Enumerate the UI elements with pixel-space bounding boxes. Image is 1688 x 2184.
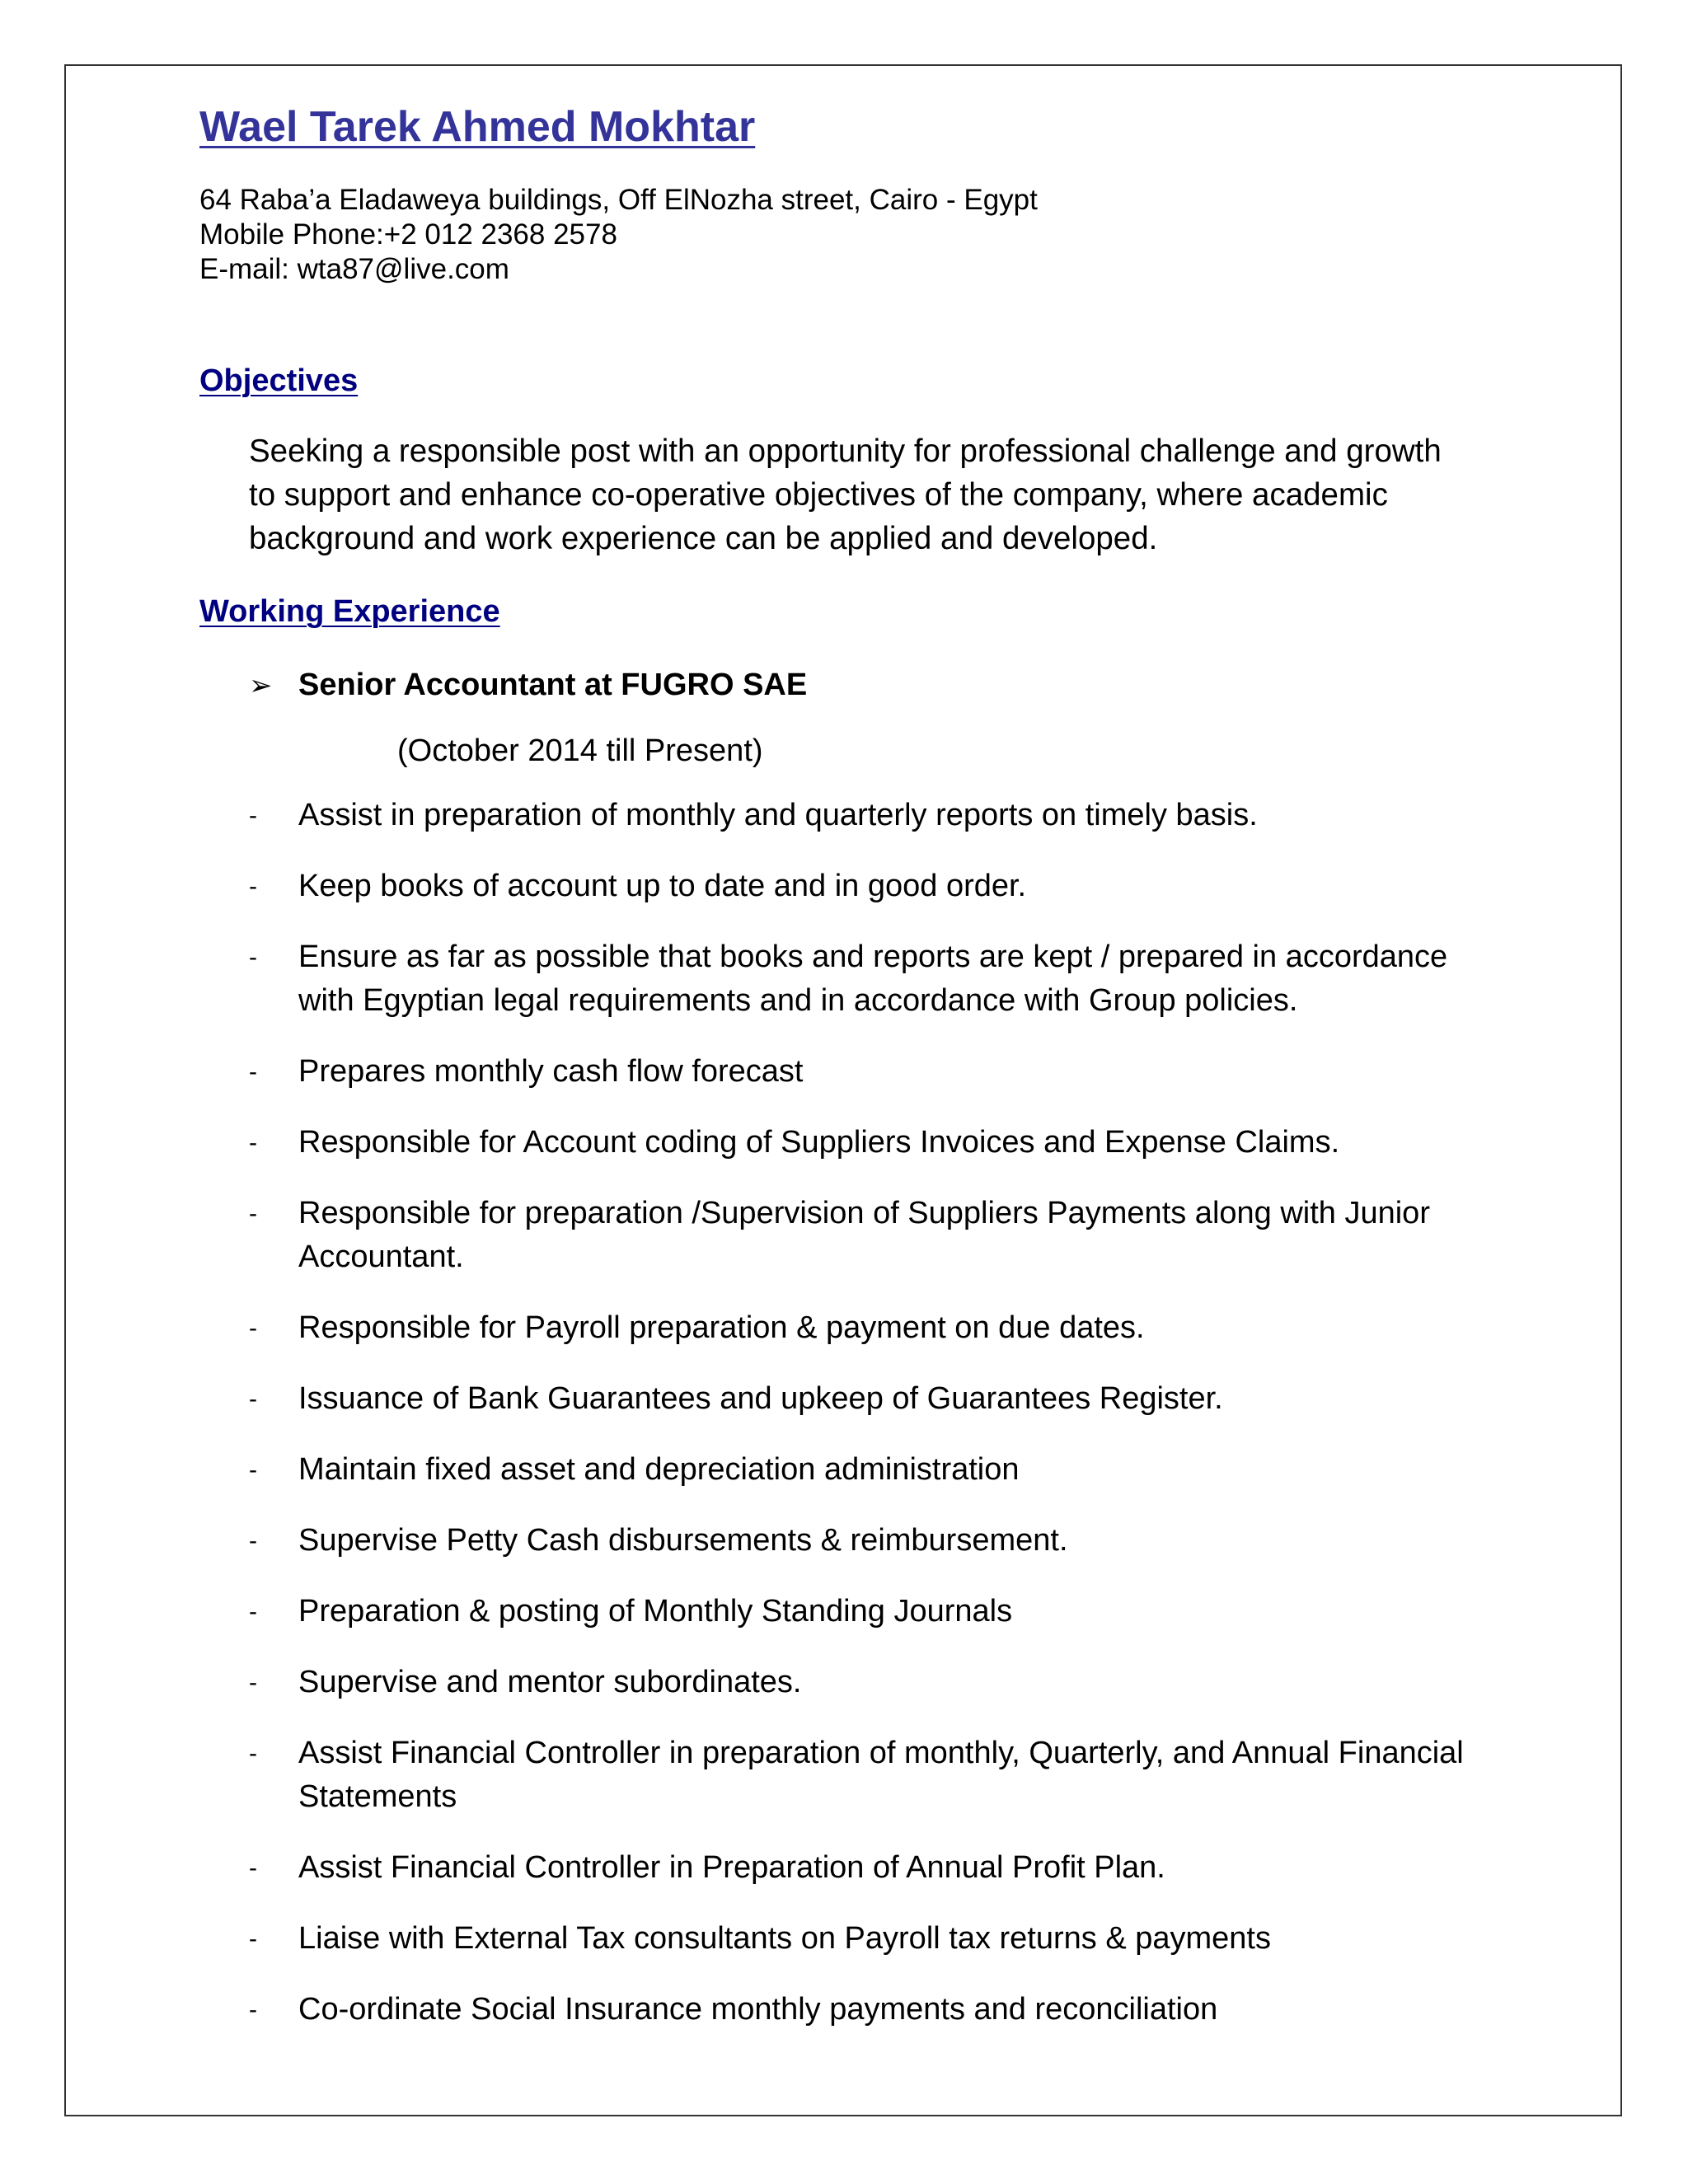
dash-bullet-icon: -	[249, 1527, 257, 1554]
duty-item	[249, 1121, 1469, 1165]
duty-text: Preparation & posting of Monthly Standing Journals	[298, 1594, 1013, 1629]
arrow-bullet-icon: ➢	[249, 670, 273, 701]
duty-text: Responsible for Account coding of Suppliers Invoices and Expense Claims.	[298, 1125, 1340, 1160]
dash-bullet-icon: -	[249, 873, 257, 900]
duty-item	[249, 1590, 1469, 1633]
duty-item	[249, 1917, 1469, 1961]
dash-bullet-icon: -	[249, 1315, 257, 1342]
duty-text: Supervise and mentor subordinates.	[298, 1665, 802, 1699]
objectives-heading: Objectives	[199, 363, 359, 398]
duty-item	[249, 1448, 1469, 1492]
duty-item	[249, 1377, 1469, 1421]
duty-item	[249, 1519, 1469, 1563]
dash-bullet-icon: -	[249, 1740, 257, 1767]
duty-text: Ensure as far as possible that books and reports are kept / prepared in accordance with Egyptian legal requirements and in accordance with Group policies.	[298, 940, 1448, 1018]
duty-text: Co-ordinate Social Insurance monthly payments and reconciliation	[298, 1992, 1218, 2027]
objectives-text: Seeking a responsible post with an opportunity for professional challenge and growth to support and enhance co-operative objectives of the company, where academic background and work experience can be applied and developed.	[249, 434, 1442, 556]
duty-item	[249, 1661, 1469, 1704]
dash-bullet-icon: -	[249, 1598, 257, 1625]
duty-text: Keep books of account up to date and in good order.	[298, 869, 1027, 903]
duty-text: Assist Financial Controller in Preparation of Annual Profit Plan.	[298, 1850, 1165, 1885]
dash-bullet-icon: -	[249, 1854, 257, 1882]
duty-item	[249, 865, 1469, 908]
contact-block	[199, 183, 1038, 287]
dash-bullet-icon: -	[249, 944, 257, 971]
working-experience-heading: Working Experience	[199, 594, 500, 629]
duty-item	[249, 1050, 1469, 1094]
duty-text: Supervise Petty Cash disbursements & reimbursement.	[298, 1523, 1068, 1558]
duty-item	[249, 1846, 1469, 1890]
dash-bullet-icon: -	[249, 1669, 257, 1696]
duty-item	[249, 1732, 1469, 1819]
duty-item	[249, 794, 1469, 837]
dash-bullet-icon: -	[249, 802, 257, 829]
duty-text: Responsible for preparation /Supervision of Suppliers Payments along with Junior Accountant.	[298, 1196, 1430, 1274]
job-title-text: Senior Accountant at FUGRO SAE	[298, 668, 808, 702]
duty-text: Maintain fixed asset and depreciation administration	[298, 1452, 1020, 1487]
duty-text: Prepares monthly cash flow forecast	[298, 1054, 804, 1089]
duty-text: Assist in preparation of monthly and quarterly reports on timely basis.	[298, 798, 1258, 832]
dash-bullet-icon: -	[249, 1129, 257, 1156]
duty-text: Issuance of Bank Guarantees and upkeep of Guarantees Register.	[298, 1381, 1223, 1416]
phone-line: Mobile Phone:+2 012 2368 2578	[199, 218, 617, 251]
candidate-name: Wael Tarek Ahmed Mokhtar	[199, 103, 756, 151]
job-title	[249, 664, 807, 706]
duty-text: Responsible for Payroll preparation & payment on due dates.	[298, 1310, 1145, 1345]
dash-bullet-icon: -	[249, 1996, 257, 2023]
dash-bullet-icon: -	[249, 1385, 257, 1413]
dash-bullet-icon: -	[249, 1925, 257, 1952]
duty-text: Assist Financial Controller in preparation of monthly, Quarterly, and Annual Financial Statements	[298, 1736, 1464, 1814]
duty-item	[249, 935, 1469, 1023]
duty-item	[249, 1192, 1469, 1279]
address-line: 64 Raba’a Eladaweya buildings, Off ElNozha street, Cairo - Egypt	[199, 184, 1038, 216]
duty-text: Liaise with External Tax consultants on Payroll tax returns & payments	[298, 1921, 1271, 1956]
duties-list	[249, 794, 1469, 2059]
dash-bullet-icon: -	[249, 1058, 257, 1085]
email-line: E-mail: wta87@live.com	[199, 253, 509, 285]
dash-bullet-icon: -	[249, 1200, 257, 1227]
duty-item	[249, 1306, 1469, 1350]
dash-bullet-icon: -	[249, 1456, 257, 1483]
job-period: (October 2014 till Present)	[397, 733, 763, 768]
duty-item	[249, 1988, 1469, 2032]
